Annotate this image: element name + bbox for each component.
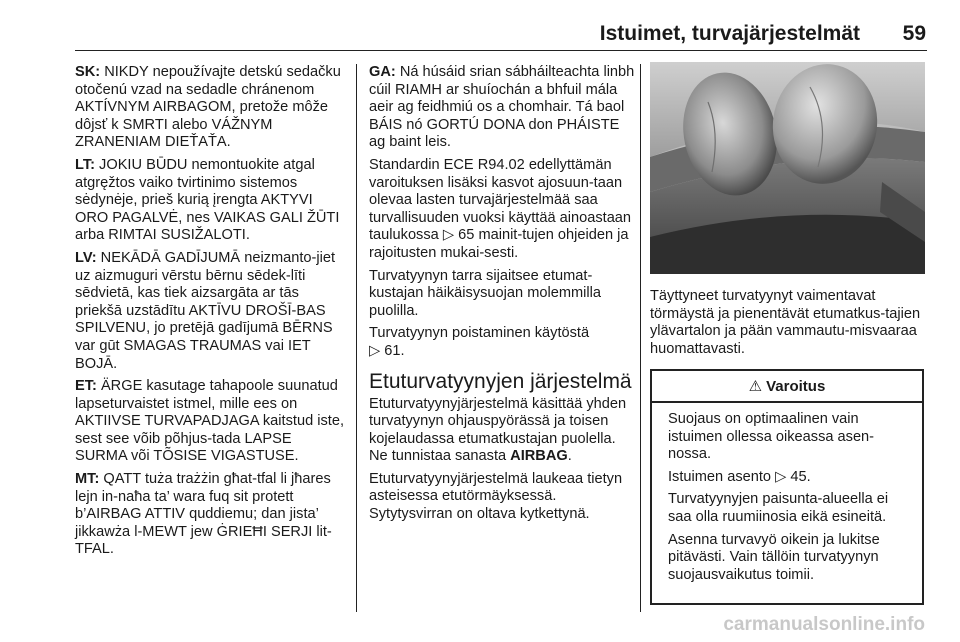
airbag-illustration xyxy=(650,62,925,274)
figure-caption: Täyttyneet turvatyynyt vaimentavat törmäystä ja pienentävät etumatkus-tajien ylävartalon ja pään vammautu-misvaaraa huomattavasti. xyxy=(650,288,921,357)
page-reference-61[interactable]: 61. xyxy=(384,342,405,359)
triangle-right-icon: ▷ xyxy=(775,468,787,485)
triangle-right-icon: ▷ xyxy=(442,227,455,244)
label-location-paragraph: Turvatyynyn tarra sijaitsee etumat-kustajan häikäisysuojan molemmilla puolilla. xyxy=(369,267,601,319)
page-reference-65[interactable]: 65 xyxy=(458,227,475,244)
column-divider-right xyxy=(640,64,641,612)
page-header-title: Istuimet, turvajärjestelmät xyxy=(599,22,860,45)
column-3 xyxy=(650,288,928,363)
section-title: Etuturvatyynyjen järjestelmä xyxy=(369,369,632,393)
column-2 xyxy=(369,64,637,529)
page-reference-45[interactable]: 45. xyxy=(790,468,811,485)
warning-text-1: Suojaus on optimaalinen vain istuimen ollessa oikeassa asen-nossa. xyxy=(668,411,875,463)
warning-paragraph-mt: MT: QATT tuża trażżin għat-tfal li jħares lejn in-naħa ta’ wara fuq sit protett b’AIRBAG ATTIV quddiemu; dan jista’ jikkawża l-MEWT jew ĠRIEĦI SERJI lit-TFAL. xyxy=(75,471,332,558)
warning-paragraph-lv: LV: NEKĀDĀ GADĪJUMĀ neizmanto-jiet uz aizmuguri vērstu bērnu sēdek-līti sēdvietā, kas tiek aizsargāta ar tās priekšā uzstādītu AKTĪVU DROŠĪ-BAS SPILVENU, jo pretējā gadījumā BĒRNS var gūt SMAGAS TRAUMAS vai IET BOJĀ. xyxy=(75,249,336,372)
deployment-paragraph: Etuturvatyynyjärjestelmä laukeaa tietyn asteisessa etutörmäyksessä. Sytytysvirran on oltava kytkettynä. xyxy=(369,470,623,523)
deactivation-paragraph: Turvatyynyn poistaminen käytöstä ▷ 61. xyxy=(369,325,590,359)
warning-triangle-icon: ⚠ xyxy=(748,378,763,395)
warning-body xyxy=(652,403,922,584)
warning-paragraph-lt: LT: JOKIU BŪDU nemontuokite atgal atgręžtos vaiko tvirtinimo sistemos sėdynėje, prieš kurią įrengta AKTYVI ORO PAGALVĖ, nes VAIKAS GALI ŽŪTI arba RIMTAI SUSIŽALOTI. xyxy=(75,156,340,244)
warning-text-4: Asenna turvavyö oikein ja lukitse pitävästi. Vain tällöin turvatyynyn suojausvaikutus toimii. xyxy=(668,531,880,583)
warning-paragraph-ga: GA: Ná húsáid srian sábháilteachta linbh cúil RIAMH ar shuíochán a bhfuil mála aeir ag feidhmiú os a chomhair. Tá baol BÁIS nó GORTÚ DONA don PHÁISTE ag baint leis. xyxy=(369,64,635,151)
system-description-paragraph: Etuturvatyynyjärjestelmä käsittää yhden turvatyynyn ohjauspyörässä ja toisen kojelaudassa etumatkustajan puolella. Ne tunnistaa sanasta AIRBAG. xyxy=(369,395,627,465)
warning-text-3: Turvatyynyjen paisunta-alueella ei saa olla ruumiinosia eikä esineitä. xyxy=(668,491,889,525)
triangle-right-icon: ▷ xyxy=(369,342,381,359)
ece-standard-paragraph: Standardin ECE R94.02 edellyttämän varoituksen lisäksi kasvot ajosuun-taan olevaa lasten turvajärjestelmää saa turvallisuuden vuoksi käyttää ainoastaan taulukossa ▷ 65 mainit-tujen ohjeiden ja rajoitusten mukai-sesti. xyxy=(369,156,632,261)
header-rule xyxy=(75,50,927,51)
warning-title: Varoitus xyxy=(766,377,826,395)
column-divider-left xyxy=(356,64,357,612)
warning-text-2: Istuimen asento ▷ 45. xyxy=(668,468,811,485)
warning-box xyxy=(650,369,924,605)
warning-paragraph-et: ET: ÄRGE kasutage tahapoole suunatud lapseturvaistet istmel, mille ees on AKTIIVSE TURVAPADJAGA kaitstud iste, sest see võib põhjus-tada LAPSE SURMA või TÕSISE VIGASTUSE. xyxy=(75,378,344,465)
watermark: carmanualsonline.info xyxy=(723,614,925,635)
column-1 xyxy=(75,64,345,564)
page-number: 59 xyxy=(902,22,926,45)
warning-paragraph-sk: SK: NIKDY nepoužívajte detskú sedačku otočenú vzad na sedadle chránenom AKTÍVNYM AIRBAGOM, pretože môže dôjsť k SMRTI alebo VÁŽNYM ZRANENIAM DIEŤAŤA. xyxy=(75,64,341,151)
warning-header xyxy=(652,371,922,403)
